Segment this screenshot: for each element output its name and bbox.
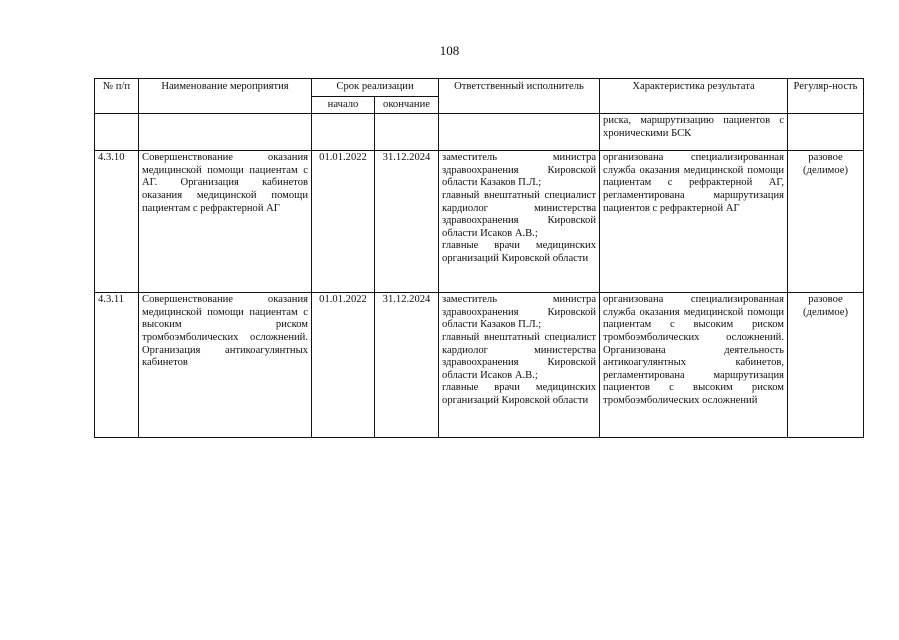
header-frequency: Регуляр-ность [788,79,864,114]
responsible-line: главный внештатный специалист кардиолог министерства здравоохранения Кировской области Исаков А.В.; [442,189,597,239]
responsible-line: заместитель министра здравоохранения Кировской области Казаков П.Л.; [442,152,597,189]
cell-empty [139,114,312,151]
cell-start: 01.01.2022 [312,151,375,293]
cell-name: Совершенствование оказания медицинской помощи пациентам с высоким риском тромбоэмболических осложнений. Организация антикоагулянтных кабинетов [139,293,312,438]
table-row [95,151,864,293]
cell-frequency: разовое (делимое) [788,151,864,293]
header-responsible: Ответственный исполнитель [439,79,600,114]
header-end: окончание [375,96,439,114]
cell-empty [95,114,139,151]
table-row [95,293,864,438]
cell-empty [375,114,439,151]
header-start: начало [312,96,375,114]
cell-empty [312,114,375,151]
continuation-row [95,114,864,151]
cell-empty [788,114,864,151]
cell-result: организована специализированная служба оказания медицинской помощи пациентам с высоким риском тромбоэмболических осложнений. Организована деятельность антикоагулянтных кабинетов, регламентирована маршрутизация пациентов с высоким риском тромбоэмболических осложнений [600,293,788,438]
header-name: Наименование мероприятия [139,79,312,114]
cell-result-continuation: риска, маршрутизацию пациентов с хроническими БСК [600,114,788,151]
responsible-line: главные врачи медицинских организаций Кировской области [442,382,597,406]
cell-start: 01.01.2022 [312,293,375,438]
responsible-line: заместитель министра здравоохранения Кировской области Казаков П.Л.; [442,294,597,331]
header-result: Характеристика результата [600,79,788,114]
page-number: 108 [439,43,460,58]
cell-responsible [439,151,600,293]
header-num: № п/п [95,79,139,114]
cell-name: Совершенствование оказания медицинской помощи пациентам с АГ. Организация кабинетов оказания медицинской помощи пациентам с рефрактерной АГ [139,151,312,293]
cell-empty [439,114,600,151]
responsible-line: главные врачи медицинских организаций Кировской области [442,240,597,264]
header-period: Срок реализации [312,79,439,97]
cell-num: 4.3.11 [95,293,139,438]
header-row [95,79,864,97]
cell-result: организована специализированная служба оказания медицинской помощи пациентам с рефрактерной АГ, регламентирована маршрутизация пациентов с рефрактерной АГ [600,151,788,293]
activities-table [94,78,864,438]
responsible-line: главный внештатный специалист кардиолог министерства здравоохранения Кировской области Исаков А.В.; [442,331,597,381]
cell-end: 31.12.2024 [375,151,439,293]
cell-num: 4.3.10 [95,151,139,293]
cell-responsible [439,293,600,438]
cell-frequency: разовое (делимое) [788,293,864,438]
cell-end: 31.12.2024 [375,293,439,438]
